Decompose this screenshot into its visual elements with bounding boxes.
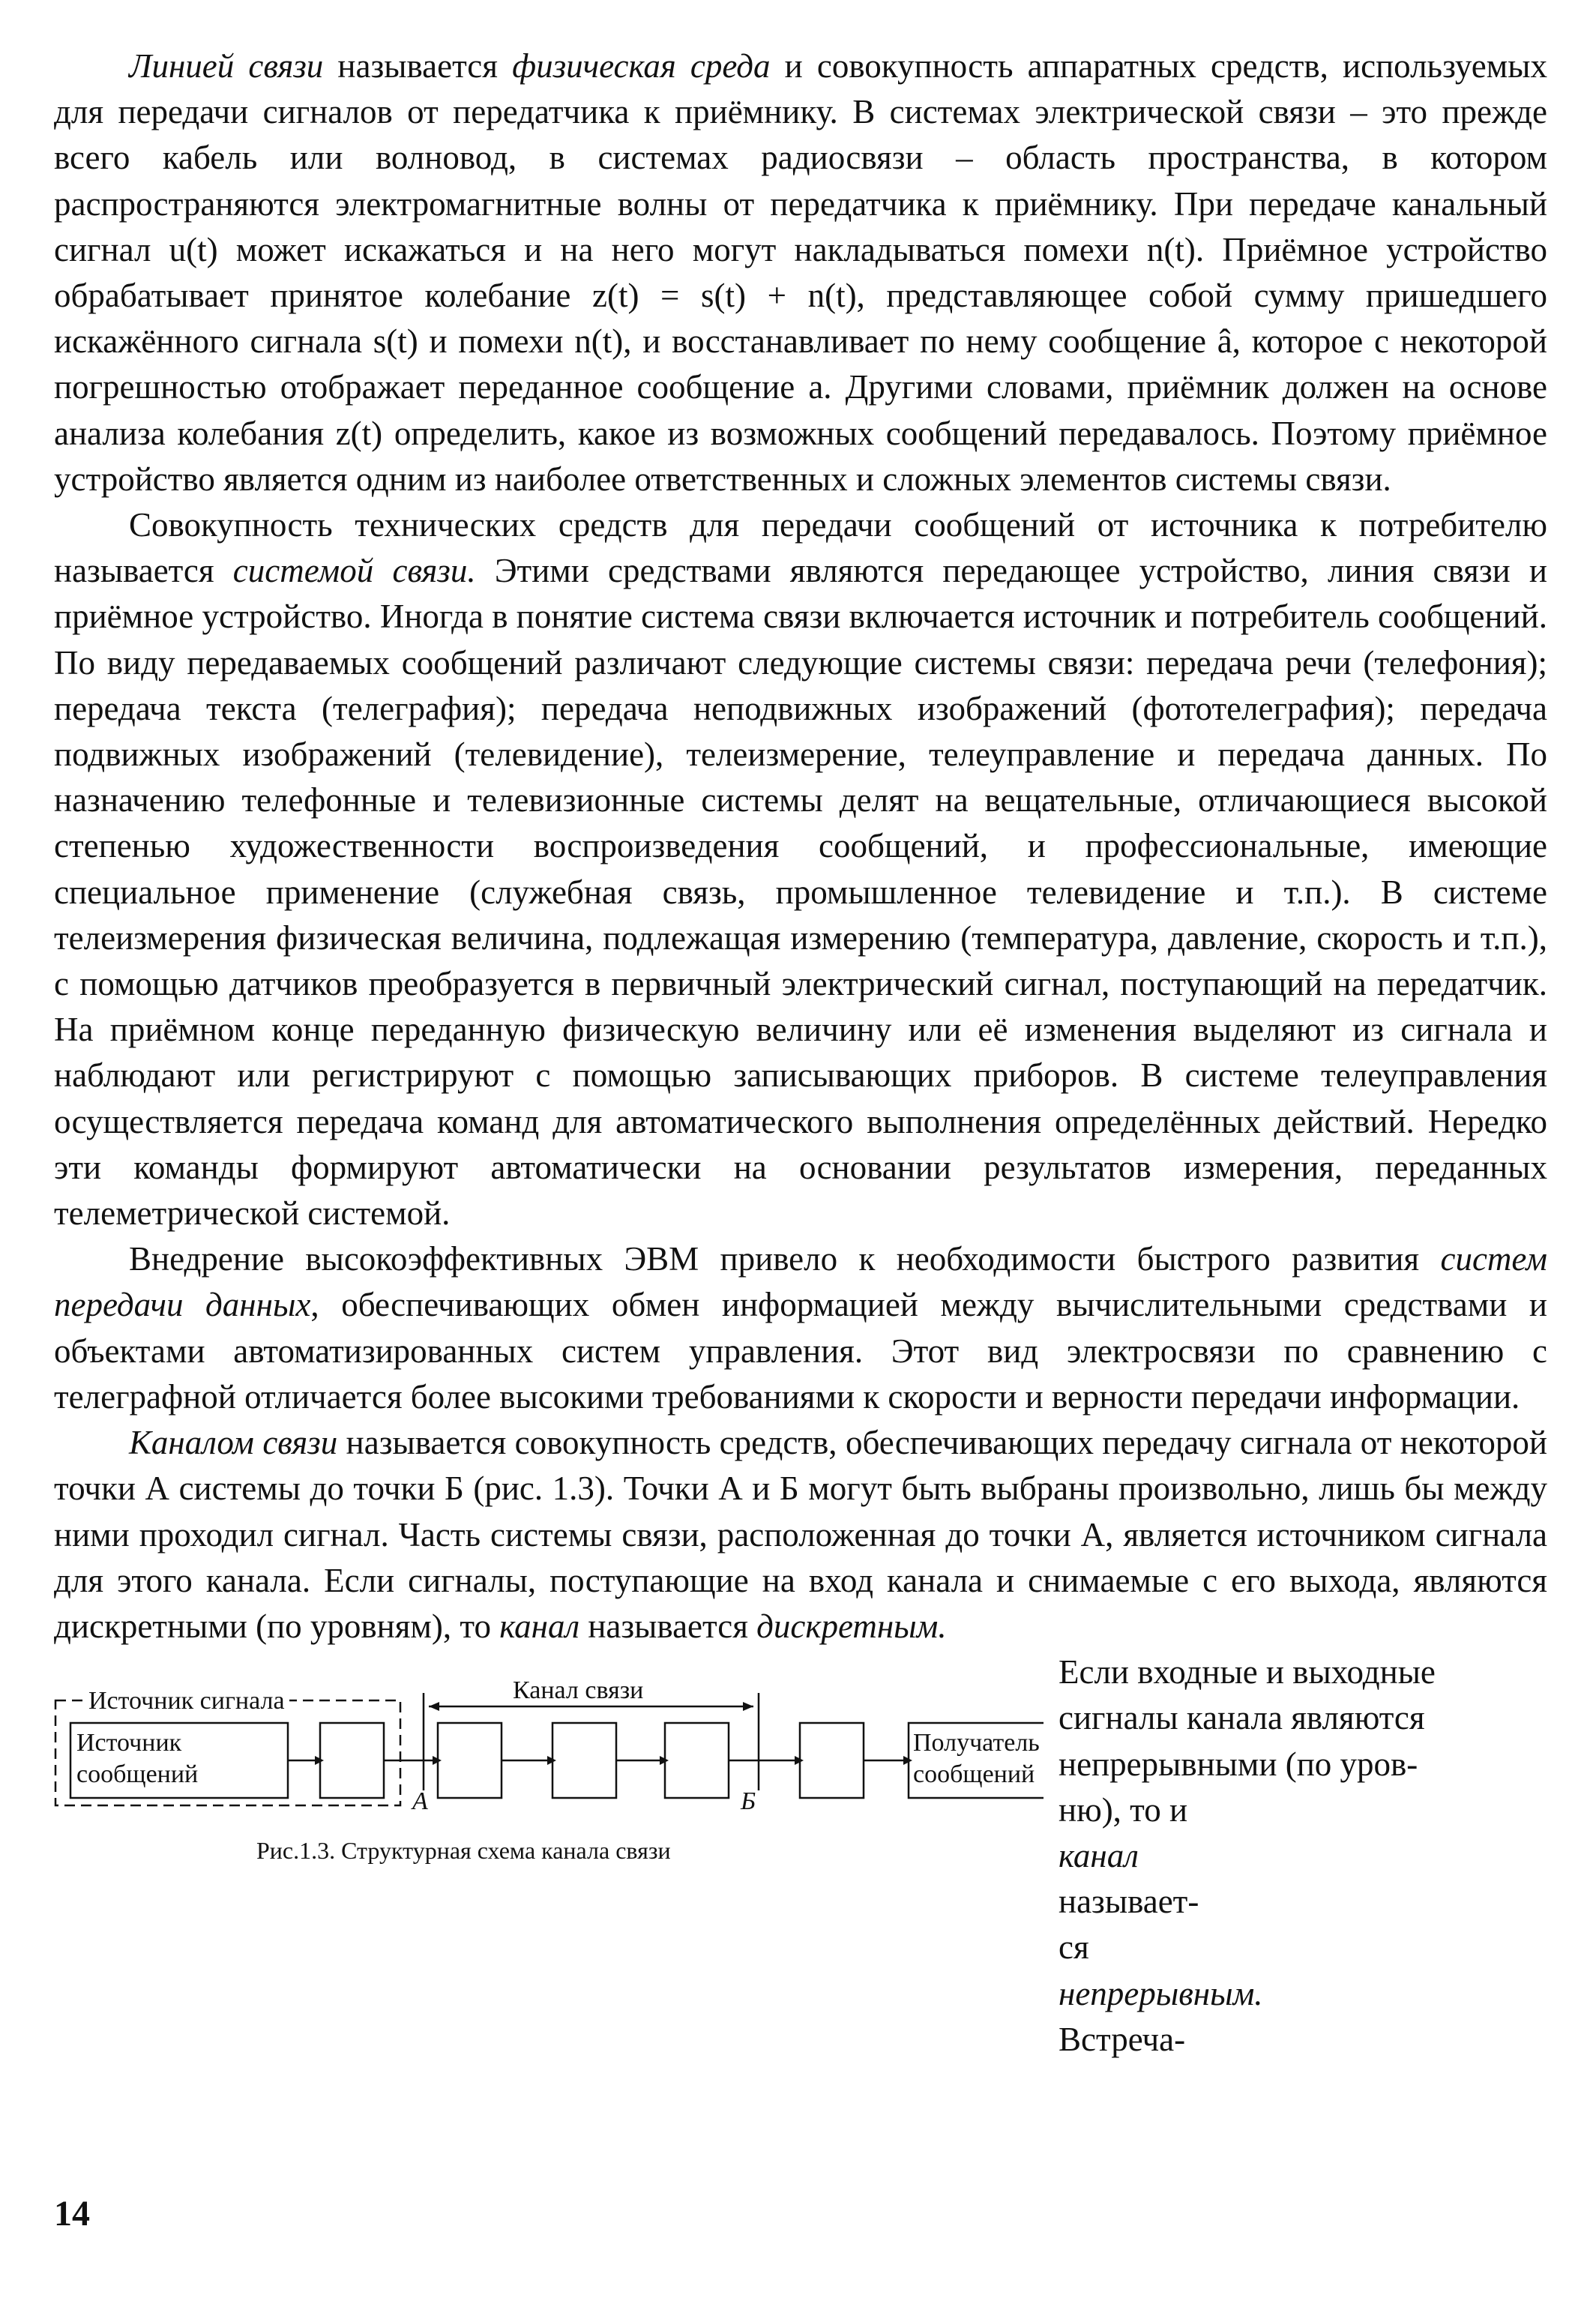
text-span: ню), то и <box>1059 1790 1188 1829</box>
receiver-box-label-1: Получатель <box>913 1729 1040 1757</box>
text-span: , обеспечивающих обмен информацией между вычислительными средствами и объектами автоматизированных систем управления. Этот вид электросвязи по сравнению с телеграфной отличается более высокими требованиями к скорости и верности передачи информации. <box>54 1286 1547 1416</box>
right-column-text <box>1059 1649 1547 2063</box>
source-box-label-1: Источник <box>76 1729 182 1757</box>
text-span: Встреча- <box>1059 2020 1186 2058</box>
point-a-label: А <box>412 1787 428 1816</box>
wrap-line <box>1059 1925 1547 2063</box>
encoder-box <box>320 1723 384 1798</box>
text-span: Внедрение высокоэффективных ЭВМ привело к необходимости быстрого развития <box>129 1240 1441 1278</box>
wrap-line: сигналы канала являются <box>1059 1699 1425 1737</box>
term-communication-system: системой связи. <box>232 552 476 590</box>
term-discrete: дискретным. <box>756 1607 947 1645</box>
text-span: Совокупность технических средств для передачи сообщений от источника к потребителю называется <box>54 506 1547 590</box>
page-body <box>54 43 1548 2058</box>
wrap-line: Если входные и выходные <box>1059 1653 1436 1691</box>
figure-and-wrap-text <box>54 1649 1547 2058</box>
text-span: называется <box>323 47 513 85</box>
wrap-line <box>1059 1787 1547 1925</box>
paragraph-line-definition <box>54 43 1547 502</box>
channel-box-2 <box>552 1723 616 1798</box>
source-box-label-2: сообщений <box>76 1760 199 1789</box>
paragraph-data-transmission <box>54 1236 1547 1420</box>
channel-block-diagram <box>54 1676 1044 1865</box>
text-span: и совокупность аппаратных средств, используемых для передачи сигналов от передатчика к приёмнику. В системах электрической связи – это прежде всего кабель или волновод, в системах радиосвязи – область пространства, в котором распространяются электромагнитные волны от передатчика к приёмнику. При передаче канальный сигнал u(t) может искажаться и на него могут накладываться помехи n(t). Приёмное устройство обрабатывает принятое колебание z(t) = s(t) + n(t), представляющее собой сумму пришедшего искажённого сигнала s(t) и помехи n(t), и восстанавливает по нему сообщение â, которое с некоторой погрешностью отображает переданное сообщение a. Другими словами, приёмник должен на основе анализа колебания z(t) определить, какое из возможных сообщений передавалось. Поэтому приёмное устройство является одним из наиболее ответственных и сложных элементов системы связи. <box>54 47 1547 498</box>
wrap-line: непрерывными (по уров- <box>1059 1745 1418 1783</box>
page-number: 14 <box>54 2194 90 2234</box>
text-span: называется <box>579 1607 757 1645</box>
paragraph-communication-channel <box>54 1420 1547 1649</box>
term-channel: канал <box>1059 1836 1139 1874</box>
figure-caption: Рис.1.3. Структурная схема канала связи <box>256 1837 671 1865</box>
term-continuous: непрерывным. <box>1059 1974 1263 2012</box>
text-span: называет- <box>1059 1883 1199 1921</box>
source-group-label: Источник сигнала <box>84 1688 289 1714</box>
channel-box-3 <box>665 1723 729 1798</box>
text-span: Этими средствами являются передающее устройство, линия связи и приёмное устройство. Иногда в понятие система связи включается источник и потребитель сообщений. По виду передаваемых сообщений различают следующие системы связи: передача речи (телефония); передача текста (телеграфия); передача неподвижных изображений (фототелеграфия); передача подвижных изображений (телевидение), телеизмерение, телеуправление и передача данных. По назначению телефонные и телевизионные системы делят на вещательные, отличающиеся высокой степенью художественности воспроизведения сообщений, и профессиональные, имеющие специальное применение (служебная связь, промышленное телевидение и т.п.). В системе телеизмерения физическая величина, подлежащая измерению (температура, давление, скорость и т.п.), с помощью датчиков преобразуется в первичный электрический сигнал, поступающий на передатчик. На приёмном конце переданную физическую величину или её изменения выделяют из сигнала и наблюдают или регистрируют с помощью записывающих приборов. В системе телеуправления осуществляется передача команд для автоматического выполнения определённых действий. Нередко эти команды формируют автоматически на основании результатов измерения, переданных телеметрической системой. <box>54 552 1548 1233</box>
term-physical-medium: физическая среда <box>512 47 771 85</box>
point-b-label: Б <box>741 1787 756 1816</box>
channel-box-1 <box>438 1723 502 1798</box>
receiver-box-label-2: сообщений <box>913 1760 1035 1789</box>
decoder-box <box>800 1723 864 1798</box>
paragraph-communication-system <box>54 502 1547 1236</box>
term-channel: канал <box>499 1607 580 1645</box>
text-span: ся <box>1059 1928 1089 1967</box>
term-data-transmission-systems: систем передачи данных <box>54 1240 1547 1324</box>
channel-label: Канал связи <box>513 1676 644 1705</box>
term-line-of-communication: Линией связи <box>129 47 324 85</box>
text-span: называется совокупность средств, обеспечивающих передачу сигнала от некоторой точки А системы до точки Б (рис. 1.3). Точки А и Б могут быть выбраны произвольно, лишь бы между ними проходил сигнал. Часть системы связи, расположенная до точки А, является источником сигнала для этого канала. Если сигналы, поступающие на вход канала и снимаемые с его выхода, являются дискретными (по уровням), то <box>54 1424 1548 1645</box>
term-communication-channel: Каналом связи <box>129 1424 338 1462</box>
